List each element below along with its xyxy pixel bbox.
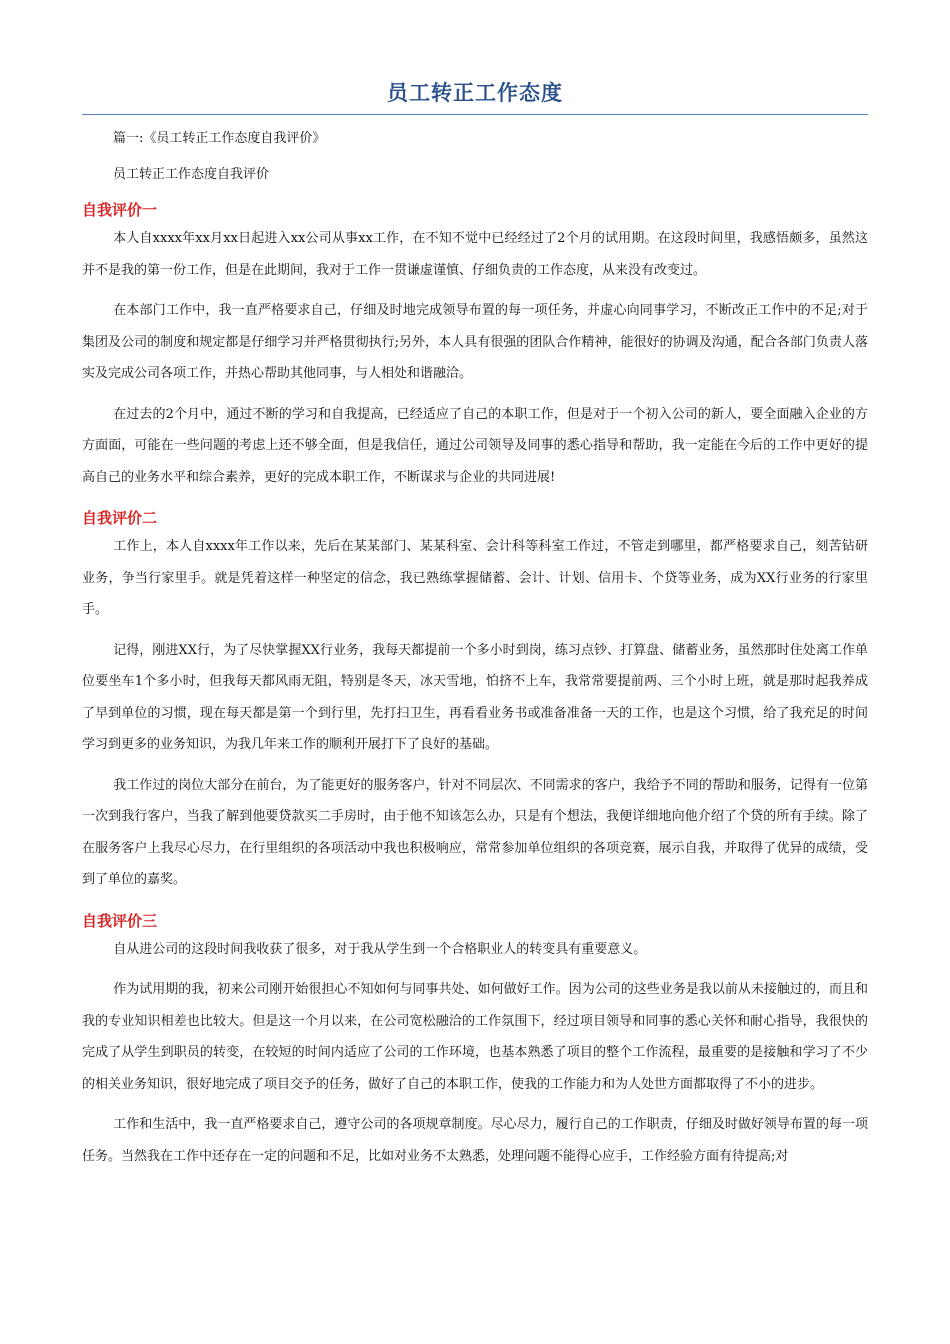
paragraph: 在本部门工作中，我一直严格要求自己，仔细及时地完成领导布置的每一项任务，并虚心向同事学习，不断改正工作中的不足;对于集团及公司的制度和规定都是仔细学习并严格贯彻执行;另外，本人具有很强的团队合作精神，能很好的协调及沟通，配合各部门负责人落实及完成公司各项工作，并热心帮助其他同事，与人相处和谐融洽。 (82, 303, 868, 381)
paragraph: 在过去的2个月中，通过不断的学习和自我提高，已经适应了自己的本职工作，但是对于一个初入公司的新人，要全面融入企业的方方面面，可能在一些问题的考虑上还不够全面，但是我信任，通过公司领导及同事的悉心指导和帮助，我一定能在今后的工作中更好的提高自己的业务水平和综合素养，更好的完成本职工作，不断谋求与企业的共同进展! (82, 406, 868, 485)
section-self-evaluation-2 (82, 507, 868, 896)
document-page (82, 78, 868, 1181)
section-self-evaluation-1 (82, 199, 868, 493)
section-heading: 自我评价三 (82, 911, 158, 930)
document-title: 员工转正工作态度 (387, 80, 563, 105)
paragraph: 自从进公司的这段时间我收获了很多，对于我从学生到一个合格职业人的转变具有重要意义。 (113, 941, 647, 957)
paragraph: 工作和生活中，我一直严格要求自己，遵守公司的各项规章制度。尽心尽力，履行自己的工作职责，仔细及时做好领导布置的每一项任务。当然我在工作中还存在一定的问题和不足，比如对业务不太熟悉，处理问题不能得心应手，工作经验方面有待提高;对 (82, 1117, 868, 1164)
paragraph: 工作上，本人自xxxx年工作以来，先后在某某部门、某某科室、会计科等科室工作过，不管走到哪里，都严格要求自己，刻苦钻研业务，争当行家里手。就是凭着这样一种坚定的信念，我已熟练掌握储蓄、会计、计划、信用卡、个贷等业务，成为XX行业务的行家里手。 (82, 539, 868, 617)
section-self-evaluation-3 (82, 910, 868, 1173)
paragraph: 记得，刚进XX行，为了尽快掌握XX行业务，我每天都提前一个多小时到岗，练习点钞、打算盘、储蓄业务，虽然那时住处离工作单位要坐车1个多小时，但我每天都风雨无阻，特别是冬天，冰天雪地，怕挤不上车，我常常要提前两、三个小时上班，就是那时起我养成了早到单位的习惯，现在每天都是第一个到行里，先打扫卫生，再看看业务书或准备准备一天的工作，也是这个习惯，给了我充足的时间学习到更多的业务知识，为我几年来工作的顺利开展打下了良好的基础。 (82, 642, 868, 752)
section-heading: 自我评价二 (82, 509, 158, 527)
paragraph: 作为试用期的我，初来公司刚开始很担心不知如何与同事共处、如何做好工作。因为公司的这些业务是我以前从未接触过的，而且和我的专业知识相差也比较大。但是这一个月以来，在公司宽松融洽的工作氛围下，经过项目领导和同事的悉心关怀和耐心指导，我很快的完成了从学生到职员的转变，在较短的时间内适应了公司的工作环境，也基本熟悉了项目的整个工作流程，最重要的是接触和学习了不少的相关业务知识，很好地完成了项目交予的任务，做好了自己的本职工作，使我的工作能力和为人处世方面都取得了不小的进步。 (82, 982, 868, 1092)
section-heading: 自我评价一 (82, 201, 158, 219)
document-subtitle: 篇一:《员工转正工作态度自我评价》 (113, 131, 326, 146)
document-subheading: 员工转正工作态度自我评价 (113, 167, 270, 182)
paragraph: 我工作过的岗位大部分在前台，为了能更好的服务客户，针对不同层次、不同需求的客户，我给予不同的帮助和服务，记得有一位第一次到我行客户，当我了解到他要贷款买二手房时，由于他不知该怎么办，只是有个想法，我便详细地向他介绍了个贷的所有手续。除了在服务客户上我尽心尽力，在行里组织的各项活动中我也积极响应，常常参加单位组织的各项竞赛，展示自我，并取得了优异的成绩，受到了单位的嘉奖。 (82, 777, 868, 887)
title-divider (82, 114, 868, 115)
paragraph: 本人自xxxx年xx月xx日起进入xx公司从事xx工作，在不知不觉中已经经过了2个月的试用期。在这段时间里，我感悟颇多，虽然这并不是我的第一份工作，但是在此期间，我对于工作一贯谦虚谨慎、仔细负责的工作态度，从来没有改变过。 (82, 231, 868, 278)
